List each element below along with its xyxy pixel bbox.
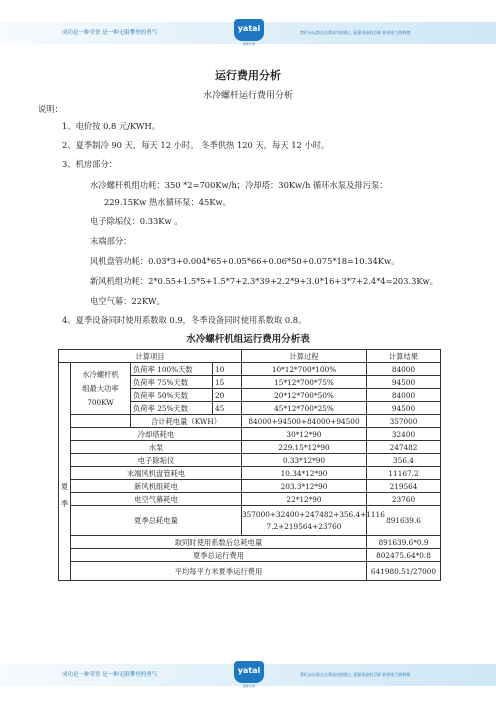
row-label: 新风机组耗电 xyxy=(71,480,242,493)
note-3-unit-power: 水冷螺杆机组功耗：350 *2=700Kw/h；冷却塔：30Kw/h 循环水泵及排污泵： xyxy=(90,180,388,190)
note-3-descaler: 电子除垢仪：0.33Kw 。 xyxy=(90,216,183,226)
table-row xyxy=(59,454,441,467)
row-result: 32400 xyxy=(367,428,441,441)
note-1: 1、电价按 0.8 元/KWH。 xyxy=(62,121,160,131)
row-label: 电空气幕耗电 xyxy=(71,493,242,506)
logo-brand: yatai xyxy=(237,24,261,33)
table-header-row xyxy=(59,350,441,363)
footer-slogan: 成功是一种荣誉 是一种无限攀登的勇气 xyxy=(62,672,158,678)
subtotal-blank xyxy=(71,415,131,428)
unit-label-line: 700KW xyxy=(87,397,114,407)
table-row xyxy=(59,506,441,536)
note-3-fresh-air: 新风机组功耗：2*0.55+1.5*5+1.5*7+2.3*39+2.2*9+3.0*16+3*7+2.4*4=203.3Kw。 xyxy=(90,276,438,286)
table-row xyxy=(59,363,441,376)
load-days: 45 xyxy=(213,402,242,415)
table-row xyxy=(59,493,441,506)
footer-tagline: 我们永远都在自我成功的路上 征服更高的目标 彰创更大的辉煌 xyxy=(300,672,411,677)
table-row xyxy=(59,562,441,581)
logo-brand: yatai xyxy=(237,666,261,675)
row-process: 10.34*12*90 xyxy=(242,467,367,480)
subtotal-label: 合计耗电量（KWH） xyxy=(131,415,242,428)
note-3-air-curtain: 电空气幕：22KW。 xyxy=(90,296,165,306)
bottom-row-label: 取同时使用系数后总耗电量 xyxy=(71,536,367,549)
row-label: 末端风机盘管耗电 xyxy=(71,467,242,480)
total-label: 夏季总耗电量 xyxy=(71,506,242,536)
subtotal-result: 357000 xyxy=(367,415,441,428)
footer-band xyxy=(0,664,496,686)
load-days: 20 xyxy=(213,389,242,402)
load-label: 负荷率 100%天数 xyxy=(131,363,213,376)
note-4: 4、夏季设备同时使用系数取 0.9，冬季设备同时使用系数取 0.8。 xyxy=(62,315,307,325)
table-title: 水冷螺杆机组运行费用分析表 xyxy=(186,334,310,345)
load-result: 84000 xyxy=(367,363,441,376)
row-result: 23760 xyxy=(367,493,441,506)
explain-label: 说明： xyxy=(38,104,63,114)
note-2: 2、夏季制冷 90 天，每天 12 小时。 冬季供热 120 天，每天 12 小时。 xyxy=(62,140,330,150)
total-process xyxy=(242,506,385,536)
bottom-row-process: 891639.6*0.9 xyxy=(367,536,441,549)
note-3-terminal: 末端部分： xyxy=(90,236,132,246)
logo-brand-sub: 雅泰空调 xyxy=(242,42,255,46)
unit-label-line: 组最大功率 xyxy=(82,383,119,393)
table-row xyxy=(59,549,441,562)
bottom-row-label: 平均每平方米夏季运行费用 xyxy=(71,562,367,581)
row-process: 229.15*12*90 xyxy=(242,441,367,454)
row-process: 30*12*90 xyxy=(242,428,367,441)
load-label: 负荷率 50%天数 xyxy=(131,389,213,402)
season-cell xyxy=(59,363,71,581)
note-3-fan-coil: 风机盘管功耗：0.03*3+0.004*65+0.05*66+0.06*50+0.075*18=10.34Kw。 xyxy=(90,256,400,266)
load-label: 负荷率 75%天数 xyxy=(131,376,213,389)
load-result: 94500 xyxy=(367,402,441,415)
note-3-unit-power-cont: 229.15Kw 热水循环泵：45Kw。 xyxy=(104,197,231,207)
yatai-logo xyxy=(234,661,264,689)
row-process: 203.3*12*90 xyxy=(242,480,367,493)
header-tagline: 我们永远都在自我成功的路上 征服更高的目标 彰创更大的辉煌 xyxy=(300,30,411,35)
bottom-row-process: 802475.64*0.8 xyxy=(367,549,441,562)
total-result: 891639.6 xyxy=(367,506,441,536)
row-result: 219564 xyxy=(367,480,441,493)
row-label: 水泵 xyxy=(71,441,242,454)
subtotal-process: 84000+94500+84000+94500 xyxy=(242,415,367,428)
bottom-row-process: 641980.51/27000 xyxy=(367,562,441,581)
row-label: 冷却塔耗电 xyxy=(71,428,242,441)
table-row xyxy=(59,441,441,454)
row-label: 电子除垢仪 xyxy=(71,454,242,467)
table-row xyxy=(59,480,441,493)
header-band xyxy=(0,22,496,44)
row-result: 247482 xyxy=(367,441,441,454)
table-row xyxy=(59,428,441,441)
header-slogan: 成功是一种荣誉 是一种无限攀登的勇气 xyxy=(62,30,158,36)
load-days: 10 xyxy=(213,363,242,376)
row-result: 356.4 xyxy=(367,454,441,467)
header-process: 计算过程 xyxy=(242,350,367,363)
load-days: 15 xyxy=(213,376,242,389)
load-process: 10*12*700*100% xyxy=(242,363,367,376)
note-3: 3、机房部分： xyxy=(62,159,118,169)
logo-brand-sub: 雅泰空调 xyxy=(242,684,255,688)
header-item: 计算项目 xyxy=(59,350,242,363)
table-row xyxy=(59,467,441,480)
header-result: 计算结果 xyxy=(367,350,441,363)
load-result: 94500 xyxy=(367,376,441,389)
row-process: 0.33*12*90 xyxy=(242,454,367,467)
load-result: 84000 xyxy=(367,389,441,402)
unit-label-cell xyxy=(71,363,131,415)
load-process: 45*12*700*25% xyxy=(242,402,367,415)
load-label: 负荷率 25%天数 xyxy=(131,402,213,415)
page-subtitle: 水冷螺杆运行费用分析 xyxy=(202,91,293,101)
load-process: 15*12*700*75% xyxy=(242,376,367,389)
table-row xyxy=(59,415,441,428)
total-process-line: 357000+32400+247482+356.4+1116 xyxy=(242,510,385,519)
page-title: 运行费用分析 xyxy=(215,69,281,82)
cost-table xyxy=(58,349,441,581)
row-result: 11167.2 xyxy=(367,467,441,480)
bottom-row-label: 夏季总运行费用 xyxy=(71,549,367,562)
row-process: 22*12*90 xyxy=(242,493,367,506)
load-process: 20*12*700*50% xyxy=(242,389,367,402)
unit-label-line: 水冷螺杆机 xyxy=(82,369,119,379)
total-process-line: 7.2+219564+23760 xyxy=(266,522,342,531)
season-label: 夏季 xyxy=(60,481,69,508)
table-row xyxy=(59,536,441,549)
yatai-logo xyxy=(234,19,264,47)
